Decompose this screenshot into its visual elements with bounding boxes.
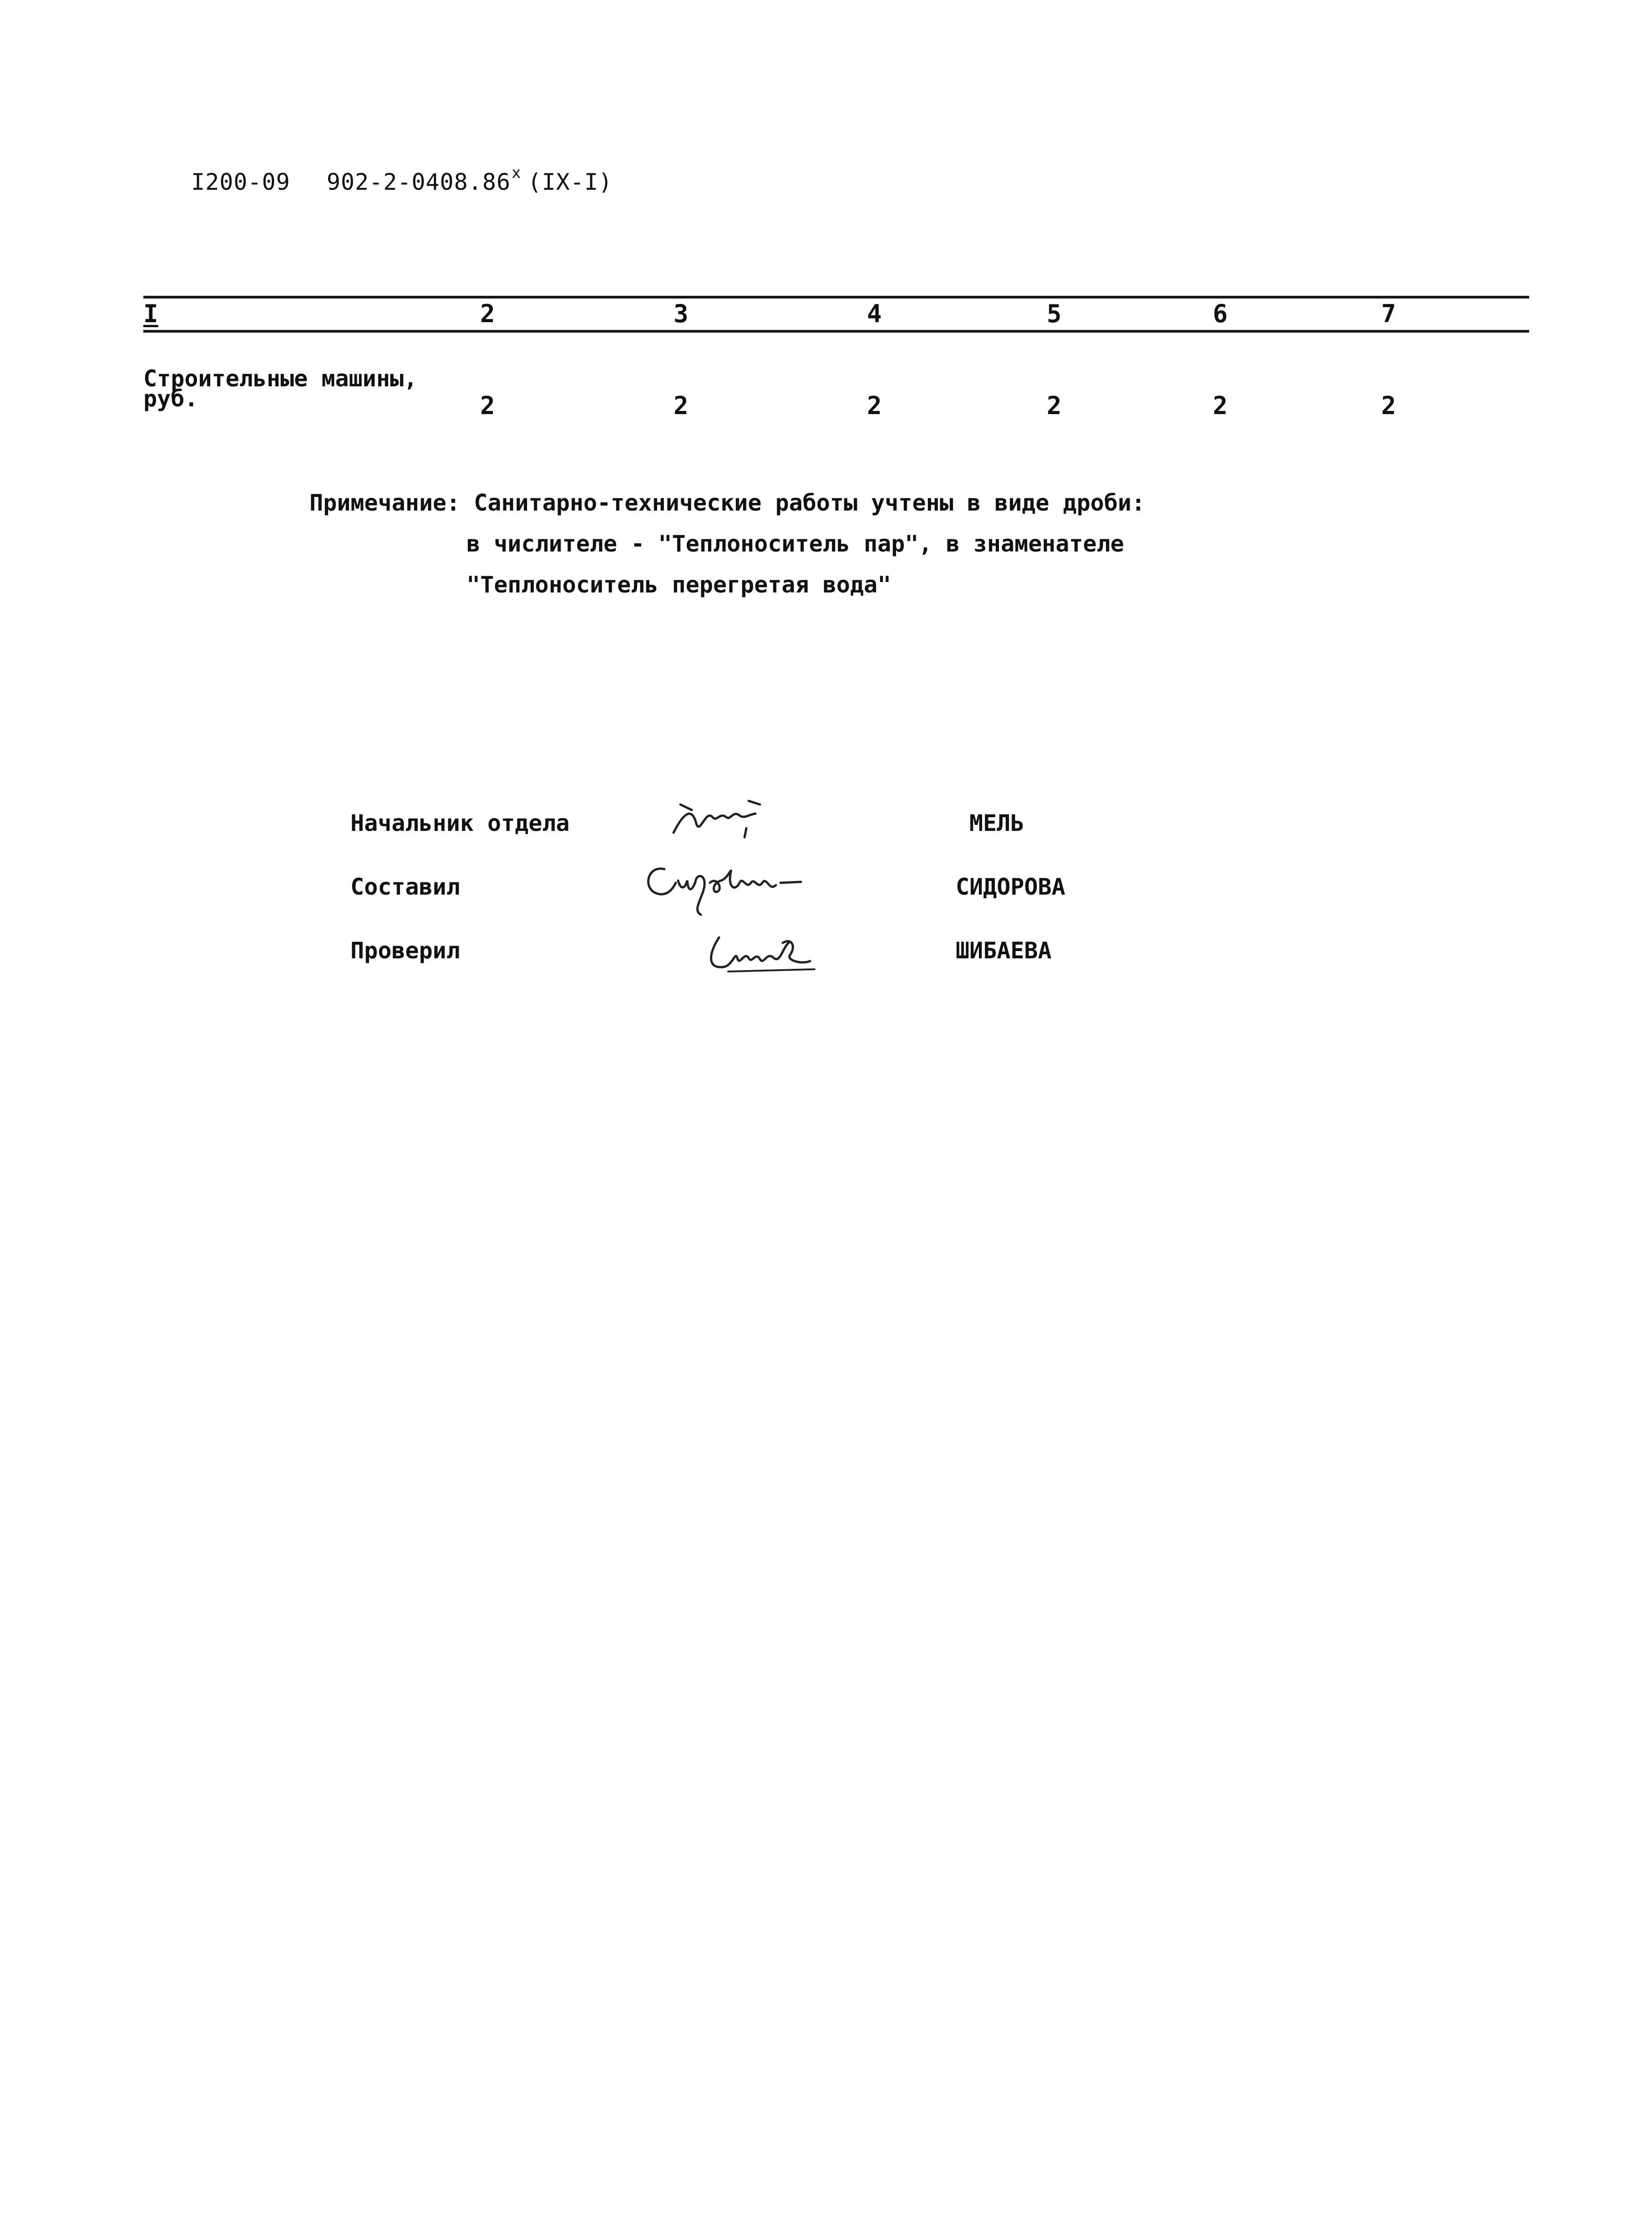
signature-role: Проверил bbox=[350, 937, 460, 964]
note-block bbox=[309, 482, 1145, 605]
table-cell: 2 bbox=[1047, 391, 1062, 420]
header-doc-number: 902-2-0408.86 bbox=[326, 169, 511, 195]
row-label-line1: Строительные машины, bbox=[143, 365, 418, 392]
row-label-line2: руб. bbox=[143, 385, 198, 412]
column-number-6: 6 bbox=[1213, 299, 1228, 328]
signature-name: СИДОРОВА bbox=[956, 874, 1065, 900]
signature-name: ШИБАЕВА bbox=[956, 937, 1052, 964]
signature-role: Составил bbox=[350, 874, 460, 900]
note-line-2: в числителе - "Теплоноситель пар", в знаменателе bbox=[466, 531, 1124, 557]
note-line-3: "Теплоноситель перегретая вода" bbox=[466, 572, 892, 598]
handwritten-signature-icon bbox=[637, 855, 846, 919]
table-cell: 2 bbox=[867, 391, 882, 420]
note-line-1: Примечание: Санитарно-технические работы учтены в виде дроби: bbox=[309, 490, 1145, 516]
signature-row-checker bbox=[350, 924, 1261, 978]
column-number-1: I bbox=[143, 299, 158, 328]
table-header-rule bbox=[143, 330, 1529, 333]
table-cell: 2 bbox=[1381, 391, 1396, 420]
signature-row-author bbox=[350, 860, 1261, 915]
table-cell: 2 bbox=[674, 391, 689, 420]
column-number-5: 5 bbox=[1047, 299, 1062, 328]
handwritten-signature-icon bbox=[701, 924, 846, 978]
table-cell: 2 bbox=[480, 391, 495, 420]
table-row-label bbox=[143, 365, 418, 412]
header-superscript: x bbox=[512, 164, 522, 182]
document-header bbox=[191, 164, 613, 195]
header-doc-suffix: (IX-I) bbox=[527, 169, 613, 195]
table-cell: 2 bbox=[1213, 391, 1228, 420]
table-top-rule bbox=[143, 296, 1529, 299]
header-code: I200-09 bbox=[191, 169, 290, 195]
column-number-3: 3 bbox=[674, 299, 689, 328]
column-number-2: 2 bbox=[480, 299, 495, 328]
cost-table bbox=[143, 296, 1529, 441]
column-number-4: 4 bbox=[867, 299, 882, 328]
signature-role: Начальник отдела bbox=[350, 810, 570, 836]
signature-row-head bbox=[350, 796, 1261, 851]
column-number-7: 7 bbox=[1381, 299, 1396, 328]
handwritten-signature-icon bbox=[664, 796, 801, 846]
signature-name: МЕЛЬ bbox=[969, 810, 1024, 836]
